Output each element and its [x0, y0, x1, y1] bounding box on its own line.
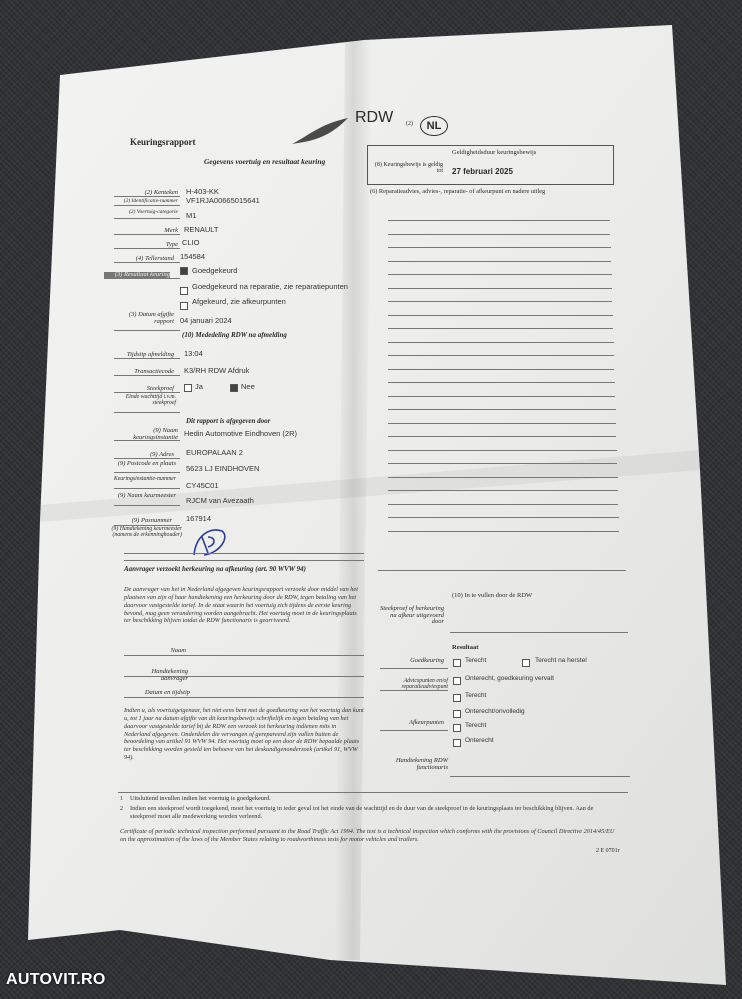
- form-ruled-line: [450, 632, 628, 633]
- advice-ruled-line: [388, 234, 610, 235]
- validity-label: (8) Keuringsbewijs is geldig tot: [374, 162, 443, 174]
- adres-value: EUROPALAAN 2: [186, 448, 243, 457]
- validity-value: 27 februari 2025: [452, 167, 513, 176]
- terecht-text: Terecht: [465, 657, 487, 664]
- rdw-footnote: (2): [406, 121, 413, 127]
- terecht3-text: Terecht: [465, 722, 487, 729]
- form-ruled-line: [114, 358, 180, 359]
- pas-label: (9) Pasnummer: [131, 517, 172, 524]
- english-note: Certificate of periodic technical inspection performed pursuant to the Road Traffic Act 1994. The test is a technical inspection which conforms with the provisions of Council Directive 2014/45/EU on the approximation of the laws of the Member States relating to roadworthiness tests for motor vehicles and trailers.: [120, 828, 615, 843]
- form-ruled-line: [114, 278, 180, 279]
- footnote-1: Uitsluitend invullen indien het voertuig is goedgekeurd.: [130, 795, 271, 802]
- terecht-checkbox: [453, 659, 461, 667]
- autovit-watermark: AUTOVIT.RO: [6, 971, 106, 988]
- vin-value: VF1RJA00665015641: [186, 196, 260, 205]
- advice-ruled-line: [388, 328, 613, 329]
- advice-ruled-line: [388, 504, 618, 505]
- aanvraag-datum-label: Datum en tijdstip: [144, 689, 190, 696]
- advice-ruled-line: [388, 369, 614, 370]
- form-ruled-line: [114, 234, 180, 235]
- advice-ruled-line: [388, 274, 612, 275]
- rdw-feather-logo-icon: [290, 116, 352, 148]
- form-ruled-line: [124, 697, 364, 698]
- advice-ruled-line: [388, 396, 615, 397]
- form-ruled-line: [114, 205, 180, 206]
- merk-label: Merk: [164, 227, 178, 234]
- category-label: (2) Voertuig-categorie: [128, 209, 178, 215]
- melding-title: (10) Mededeling RDW na afmelding: [182, 331, 287, 339]
- wacht-label: Einde wachttijd i.v.m. steekproef: [125, 394, 176, 406]
- form-ruled-line: [114, 392, 180, 393]
- rdw-advies-label: Advicspunten en/of reparatieadviespunt: [401, 678, 448, 690]
- keurmeester-value: RJCM van Avezaath: [186, 496, 254, 505]
- advice-ruled-line: [388, 490, 618, 491]
- type-value: CLIO: [182, 238, 200, 247]
- report-title: Keuringsrapport: [130, 137, 196, 147]
- goedgekeurd-checkbox: [180, 267, 188, 275]
- repair-checkbox: [180, 287, 188, 295]
- form-ruled-line: [124, 560, 364, 561]
- form-ruled-line: [114, 375, 180, 376]
- report-subtitle: Gegevens voertuig en resultaat keuring: [204, 157, 326, 166]
- form-ruled-line: [114, 472, 180, 473]
- rdw-afkeur-label: Afkeurpunten: [408, 719, 444, 726]
- postcode-label: (9) Postcode en plaats: [117, 460, 176, 467]
- form-ruled-line: [114, 505, 180, 506]
- advice-ruled-line: [388, 315, 613, 316]
- advice-ruled-line: [388, 436, 616, 437]
- advice-ruled-line: [388, 220, 610, 221]
- advice-ruled-line: [388, 423, 616, 424]
- kenteken-label: (2) Kenteken: [144, 189, 178, 196]
- form-ruled-line: [114, 196, 180, 197]
- footnote-2: Indien een steekproef wordt toegekend, moet het voertuig in ieder geval tot het einde van de wachttijd en de duur van de steekproef in de keuringsplaats ter beschikking blijven. Aan de steekproef moet alle medewerking worden verleend.: [130, 805, 594, 820]
- advice-ruled-line: [388, 342, 614, 343]
- advice-ruled-line: [388, 382, 615, 383]
- nl-country-badge: NL: [420, 116, 448, 136]
- nee-checkbox: [230, 384, 238, 392]
- form-ruled-line: [114, 440, 180, 441]
- eigenaar-paragraph: Indien u, als voertuigeigenaar, het niet eens bent met de goedkeuring van het voertuig dan kunt u, tot 1 jaar na datum afgifte van dit keuringsbewijs schriftelijk en tegen betaling van het daarvoor vastgestelde tarief bij de RDW een verzoek tot herkeuring indienen mits in Nederland afgegeven. Onderdelen die vervangen of gerepareerd zijn vallen buiten de beoordeling van artikel 91 WVW 94. Het voertuig moet op een door de RDW bepaalde plaats ter beschikking worden gesteld ten behoeve van het deskundigenonderzoek (artikel 91, WVW 94).: [124, 707, 364, 762]
- aanvraag-title: Aanvrager verzoekt herkeuring na afkeuring (art. 90 WVW 94): [124, 565, 306, 573]
- validity-title: Geldigheidsduur keuringsbewijs: [452, 149, 537, 156]
- form-ruled-line: [114, 262, 180, 263]
- advice-ruled-line: [388, 355, 614, 356]
- form-ruled-line: [114, 330, 180, 331]
- afgekeurd-text: Afgekeurd, zie afkeurpunten: [192, 297, 286, 306]
- advice-ruled-line: [388, 531, 619, 532]
- onterecht3-text: Onterecht: [465, 737, 494, 744]
- terecht2-text: Terecht: [465, 692, 487, 699]
- nee-text: Nee: [241, 382, 255, 391]
- adres-label: (9) Adres: [149, 451, 174, 458]
- teller-value: 154584: [180, 252, 206, 261]
- terecht-herstel-text: Terecht na herstel: [535, 657, 587, 664]
- naam-value: Hedin Automotive Eindhoven (2R): [184, 429, 297, 438]
- onterecht2-text: Onterecht/onvolledig: [465, 708, 525, 715]
- form-ruled-line: [380, 668, 448, 669]
- tijd-label: Tijdstip afmelding: [126, 351, 174, 358]
- form-ruled-line: [114, 248, 180, 249]
- terecht3-checkbox: [453, 724, 461, 732]
- form-ruled-line: [124, 553, 364, 554]
- advice-ruled-line: [388, 517, 619, 518]
- steekproef-label: Steekproef: [146, 385, 174, 392]
- aanvraag-naam-label: Naam: [170, 647, 186, 654]
- ja-text: Ja: [195, 382, 203, 391]
- advice-ruled-line: [388, 247, 611, 248]
- terecht-herstel-checkbox: [522, 659, 530, 667]
- form-ruled-line: [118, 792, 628, 793]
- form-ruled-line: [124, 655, 364, 656]
- form-ruled-line: [378, 570, 626, 571]
- onterecht-checkbox: [453, 677, 461, 685]
- kenteken-value: H-403-KK: [186, 187, 219, 196]
- footnote-marker-2: 2: [120, 806, 123, 812]
- form-ruled-line: [114, 525, 180, 526]
- type-label: Type: [165, 241, 178, 248]
- naam-label: (9) Naam keuringsinstantie: [133, 427, 178, 441]
- category-value: M1: [186, 211, 197, 220]
- form-ruled-line: [114, 218, 180, 219]
- trans-value: K3/RH RDW Afdruk: [184, 366, 250, 375]
- date-value: 04 januari 2024: [180, 316, 232, 325]
- afgekeurd-checkbox: [180, 302, 188, 310]
- ja-checkbox: [184, 384, 192, 392]
- rdw-logo-text: RDW: [355, 109, 394, 126]
- advice-ruled-line: [388, 288, 612, 289]
- vin-label: (2) Identificatie-nummer: [123, 198, 178, 204]
- advice-title: (6) Reparatieadvies, advies-, reparatie- of afkeurpunt en nadere uitleg: [370, 188, 546, 195]
- merk-value: RENAULT: [184, 225, 219, 234]
- form-ruled-line: [114, 488, 180, 489]
- onterecht2-checkbox: [453, 710, 461, 718]
- handt-keurmeester-label: (9) Handtekening keurmeester (namens de erkenninghouder): [111, 526, 182, 538]
- form-ruled-line: [380, 730, 448, 731]
- trans-label: Transactiecode: [134, 368, 174, 375]
- tijd-value: 13:04: [184, 349, 203, 358]
- result-label: (3) Resultaat keuring: [104, 272, 170, 279]
- issuer-title: Dit rapport is afgegeven door: [186, 417, 271, 425]
- advice-ruled-line: [388, 301, 612, 302]
- teller-label: (4) Tellerstand: [135, 255, 174, 262]
- date-label: (3) Datum afgifte rapport: [128, 311, 174, 325]
- advice-ruled-line: [388, 261, 611, 262]
- code-value: CY45C01: [186, 481, 219, 490]
- rdw-resultaat: Resultaat: [452, 644, 479, 651]
- keurmeester-label: (9) Naam keurmeester: [117, 492, 176, 499]
- onterecht-text: Onterecht, goedkeuring vervalt: [465, 675, 554, 682]
- rdw-block-title: (10) In te vullen door de RDW: [452, 592, 533, 599]
- advice-ruled-line: [388, 409, 616, 410]
- pas-value: 167914: [186, 514, 212, 523]
- postcode-value: 5623 LJ EINDHOVEN: [186, 464, 260, 473]
- form-ruled-line: [450, 776, 630, 777]
- form-ruled-line: [114, 458, 180, 459]
- repair-text: Goedgekeurd na reparatie, zie reparatiepunten: [192, 282, 348, 291]
- onterecht3-checkbox: [453, 739, 461, 747]
- rdw-goed-label: Goedkeuring: [410, 657, 444, 664]
- terecht2-checkbox: [453, 694, 461, 702]
- form-code: 2 E 0701r: [596, 848, 620, 854]
- code-label: Keuringsinstantie-nummer: [113, 476, 176, 482]
- aanvraag-handt-label: Handtekening aanvrager: [151, 668, 188, 682]
- advice-ruled-line: [388, 463, 617, 464]
- rdw-steekproef-label: Steekproef of herkeuring na afkeur uitgevoerd door: [379, 605, 444, 625]
- form-ruled-line: [114, 412, 180, 413]
- advice-ruled-line: [388, 450, 617, 451]
- footnote-marker-1: 1: [120, 796, 123, 802]
- advice-ruled-line: [388, 477, 618, 478]
- goedgekeurd-text: Goedgekeurd: [192, 266, 238, 275]
- aanvraag-paragraph: De aanvrager van het in Nederland afgegeven keuringsrapport verzoekt door middel van het plaatsen van zijn of haar handtekening een herkeuring door de RDW, tegen betaling van het daarvoor vastgestelde tarief. In de staat waarin het voertuig zich tijdens de eerste keuring bevond, mag geen verandering worden aangebracht. Het voertuig moet in de keuringsplaats ter beschikking blijven totdat de RDW functionaris is gearriveerd.: [124, 586, 358, 625]
- rdw-handt-label: Handtekening RDW functionaris: [395, 757, 448, 771]
